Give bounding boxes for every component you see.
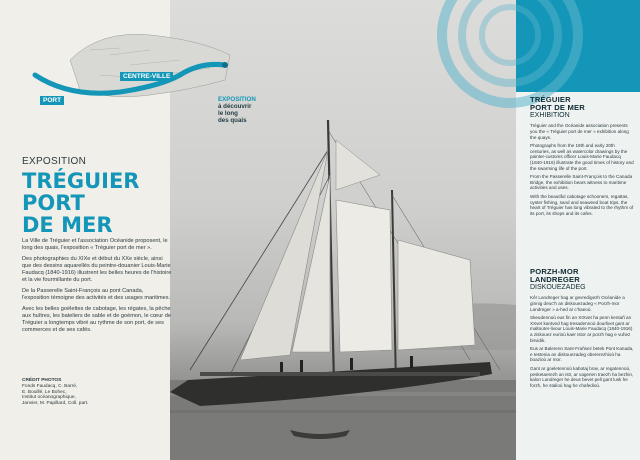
credits-line-1: Fonds Faudacq, C. Barré, bbox=[22, 383, 78, 389]
map-exhibition-note bbox=[218, 96, 256, 124]
map-note-line-1: à découvrir bbox=[218, 103, 252, 110]
map-note-line-2: le long bbox=[218, 110, 238, 117]
map-label-port: PORT bbox=[40, 96, 64, 105]
french-body bbox=[22, 238, 172, 338]
breton-subtitle: DISKOUEZADEG bbox=[530, 284, 586, 292]
page-title bbox=[22, 170, 182, 236]
credits-line-4: Janvier, M. Papillard, Coll. part. bbox=[22, 401, 89, 407]
french-paragraph-4: Avec les belles goélettes de cabotage, les régates, la pêche aux huîtres, les bateliers de sable et de goémon, le cœur de Tréguier a longtemps vibré au rythme de son port, de ses commerces et de ses cafés. bbox=[22, 306, 171, 333]
town-map bbox=[30, 20, 250, 120]
english-paragraph-1: Tréguier and the Océanide association presents you the « Tréguier port de mer » exhibition along the quays. bbox=[530, 123, 629, 140]
page-title-line-3: DE MER bbox=[22, 213, 113, 237]
breton-paragraph-4: Gant ar goeletennoù kabotaj brav, ar regatennoù, pesketaerezh an istr, ar vagerien traezh ha bezhin, kalon Landreger he deus bevet pell gant lusk he forzh, he stalioù hag he chafedioù. bbox=[530, 365, 634, 388]
map-label-centre-ville: CENTRE-VILLE bbox=[120, 72, 173, 81]
breton-title-line-1: PORZH-MOR bbox=[530, 267, 579, 276]
map-note-line-3: des quais bbox=[218, 117, 247, 124]
english-paragraph-3: From the Passerelle Saint-François to the Canada Bridge, the exhibition bears witness to maritime activities and uses. bbox=[530, 174, 633, 191]
french-paragraph-2: Des photographies du XIXe et début du XXe siècle, ainsi que des dessins aquarellés du peintre-douanier Louis-Marie Faudacq (1840-1916) illustrent les belles heures de l'histoire et la vie fourmillante du port. bbox=[22, 256, 172, 283]
credits-heading: CRÉDIT PHOTOS bbox=[22, 378, 62, 383]
breton-paragraph-2: Skeudennoù eus fin an XIXvet ha penn kentañ an XXvet kantved hag tresadennoù dourlivet gant ar maltouter-livour Louis-Marie Faudacq (1840-1916) a ziskouez eurioù kaer istor ar porzh hag e vuhez birvidik. bbox=[530, 315, 633, 343]
english-title-line-1: TRÉGUIER bbox=[530, 95, 571, 104]
breton-section bbox=[530, 268, 634, 391]
page-title-line-1: TRÉGUIER bbox=[22, 169, 140, 193]
french-paragraph-1: La Ville de Tréguier et l'association Océanide proposent, le long des quais, l'exposition « Tréguier port de mer ». bbox=[22, 238, 168, 251]
breton-paragraph-3: Eus ar Balerenn Sant-Frañsez betek Pont Kanada, e testenia an diskouezadeg obererezhioù ha boazioù ar mor. bbox=[530, 346, 634, 363]
kicker-exposition: EXPOSITION bbox=[22, 156, 87, 167]
french-paragraph-3: De la Passerelle Saint-François au pont Canada, l'exposition témoigne des activités et des usages maritimes. bbox=[22, 288, 171, 301]
credits-line-2: E. Bouillé, Le Bohec, bbox=[22, 389, 67, 395]
english-title-line-2: PORT DE MER bbox=[530, 103, 585, 113]
page-title-line-2: PORT bbox=[22, 191, 85, 215]
logo-watermark-icon bbox=[435, 0, 585, 110]
breton-paragraph-1: Kêr Landreger hag ar gevredigezh Océanide a ginnig deoc'h an diskouezadeg « Porzh-mor Landreger » a-hed ar c'haeoù. bbox=[530, 295, 625, 312]
photo-credits bbox=[22, 378, 142, 407]
credits-line-3: Institut océanographique, bbox=[22, 395, 76, 401]
english-paragraph-4: With the beautiful cabotage schooners, regattas, oyster fishing, sand and seaweed boat trips, the heart of Tréguier has long vibrated to the rhythm of its port, its shops and its cafes. bbox=[530, 193, 634, 216]
map-note-heading: EXPOSITION bbox=[218, 96, 256, 103]
english-subtitle: EXHIBITION bbox=[530, 112, 570, 120]
english-paragraph-2: Photographs from the 19th and early 20th centuries, as well as watercolor drawings by the painter-customs officer Louis-Marie Faudacq (1840-1916) illustrate the good times of history and the swarming life of the port. bbox=[530, 143, 634, 171]
english-section bbox=[530, 96, 634, 219]
breton-title-line-2: LANDREGER bbox=[530, 275, 580, 285]
